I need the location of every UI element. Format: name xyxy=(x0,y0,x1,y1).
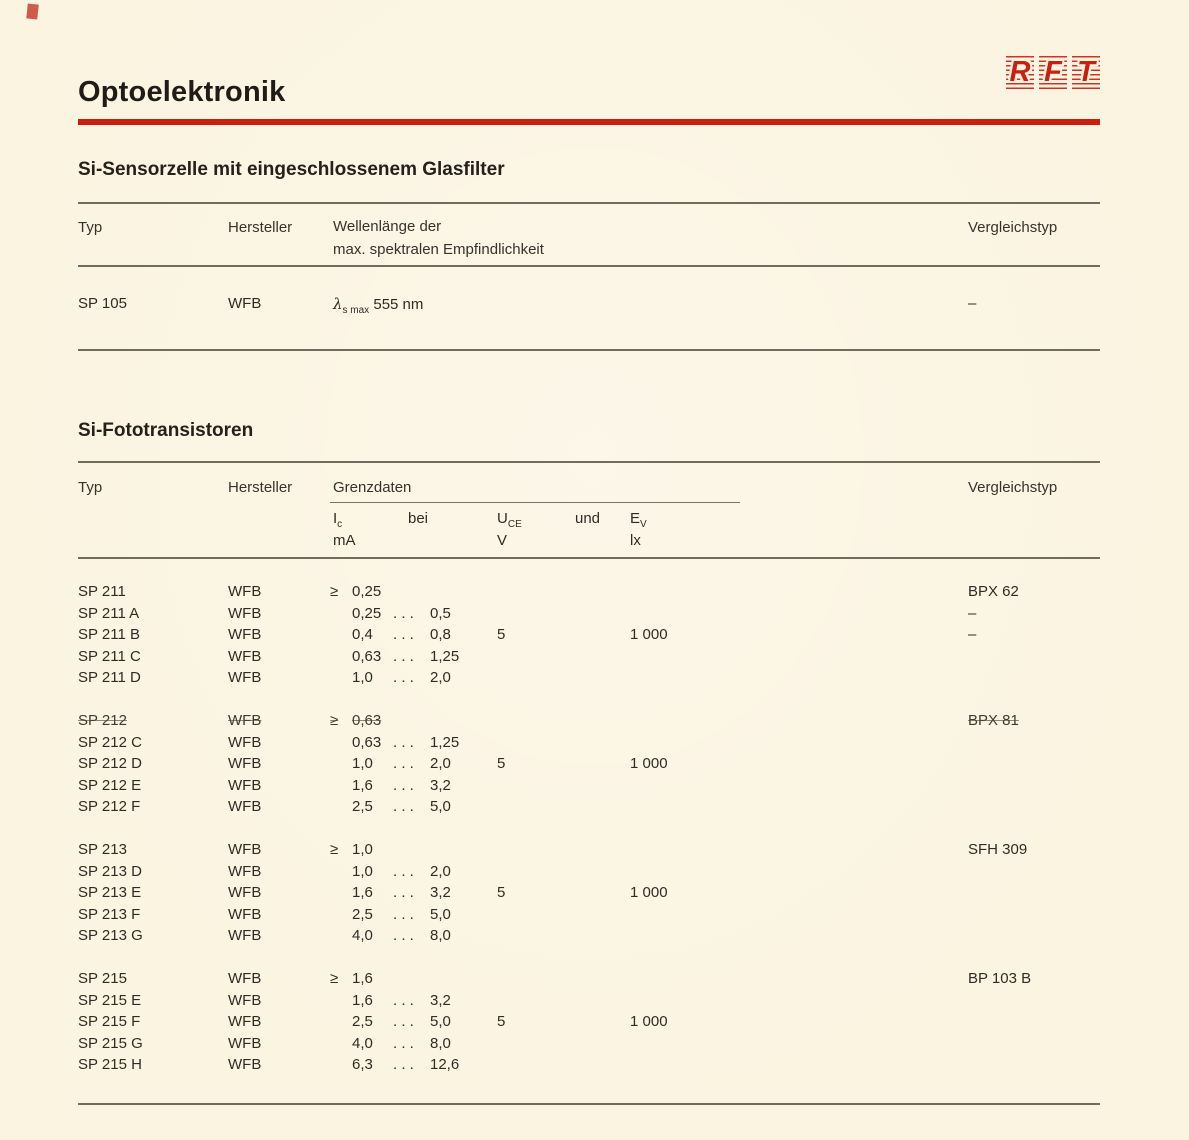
range-from: 2,5 xyxy=(352,905,373,923)
cell-grenzdaten xyxy=(330,1054,459,1076)
cell-grenzdaten xyxy=(330,1033,451,1055)
s1-cell-hersteller: WFB xyxy=(228,295,262,312)
range-from: 1,6 xyxy=(352,991,373,1009)
cell-hersteller: WFB xyxy=(228,755,262,772)
ge-symbol: ≥ xyxy=(330,583,339,600)
cell-typ: SP 211 D xyxy=(78,669,141,686)
cell-hersteller: WFB xyxy=(228,604,262,622)
table-row xyxy=(78,646,1100,668)
cell-grenzdaten xyxy=(330,925,451,947)
cell-hersteller: WFB xyxy=(228,905,262,923)
subcol-uce xyxy=(497,510,522,530)
range-to: 0,8 xyxy=(430,626,451,643)
subcol-unit-ma: mA xyxy=(333,532,356,549)
table-row xyxy=(78,882,1100,904)
cell-uce: 5 xyxy=(497,755,506,772)
subcol-ic xyxy=(333,510,342,530)
table-row xyxy=(78,861,1100,883)
table-row xyxy=(78,1033,1100,1055)
range-from: 0,63 xyxy=(352,712,382,729)
cell-hersteller: WFB xyxy=(228,1056,262,1073)
range-to: 3,2 xyxy=(430,991,451,1009)
range-to: 3,2 xyxy=(430,776,451,794)
cell-hersteller: WFB xyxy=(228,991,262,1009)
section2-heading: Si-Fototransistoren xyxy=(78,420,254,441)
section1-rule-bottom xyxy=(78,349,1100,351)
cell-typ: SP 213 E xyxy=(78,884,142,901)
ic-subscript: c xyxy=(337,519,343,530)
range-from: 1,0 xyxy=(352,862,373,880)
rft-logo xyxy=(1006,56,1100,90)
cell-typ: SP 212 D xyxy=(78,755,142,772)
section2-rule-top xyxy=(78,461,1100,463)
cell-grenzdaten xyxy=(330,710,430,732)
cell-grenzdaten xyxy=(330,904,451,926)
range-to: 2,0 xyxy=(430,862,451,880)
cell-vergleichstyp: BP 103 B xyxy=(968,970,1032,987)
lambda-subscript: s max xyxy=(342,305,370,316)
page-bottom-rule xyxy=(78,1103,1100,1105)
s2-col-typ: Typ xyxy=(78,479,103,496)
lambda-symbol: λ xyxy=(333,295,343,313)
ic-base: I xyxy=(333,510,338,527)
cell-typ: SP 211 xyxy=(78,583,126,600)
subcol-unit-lx: lx xyxy=(630,532,641,549)
fototransistoren-table-body xyxy=(78,581,1100,1076)
range-dots: . . . xyxy=(393,798,414,815)
cell-typ: SP 215 xyxy=(78,970,127,987)
cell-uce: 5 xyxy=(497,884,506,901)
cell-typ: SP 211 A xyxy=(78,604,140,622)
range-from: 4,0 xyxy=(352,1034,373,1052)
range-dots: . . . xyxy=(393,626,414,643)
s1-cell-typ: SP 105 xyxy=(78,295,127,312)
cell-ev: 1 000 xyxy=(630,626,668,643)
range-to: 8,0 xyxy=(430,1034,451,1052)
s1-col-wellenlaenge-2: max. spektralen Empfindlichkeit xyxy=(333,241,544,258)
table-row xyxy=(78,796,1100,818)
cell-grenzdaten xyxy=(330,796,451,818)
cell-grenzdaten xyxy=(330,667,451,689)
cell-grenzdaten xyxy=(330,753,451,775)
range-to: 3,2 xyxy=(430,884,451,901)
cell-hersteller: WFB xyxy=(228,841,262,858)
range-from: 0,25 xyxy=(352,604,382,622)
row-group xyxy=(78,968,1100,1076)
table-row xyxy=(78,775,1100,797)
row-group xyxy=(78,710,1100,818)
range-from: 0,25 xyxy=(352,583,382,600)
range-to: 2,0 xyxy=(430,755,451,772)
table-row xyxy=(78,667,1100,689)
s2-col-hersteller: Hersteller xyxy=(228,479,293,496)
logo-letter-t: T xyxy=(1072,56,1100,90)
range-to: 0,5 xyxy=(430,604,451,622)
range-dots: . . . xyxy=(393,755,414,772)
cell-uce: 5 xyxy=(497,626,506,643)
table-row xyxy=(78,603,1100,625)
table-row xyxy=(78,753,1100,775)
cell-hersteller: WFB xyxy=(228,669,262,686)
cell-typ: SP 212 F xyxy=(78,798,141,815)
table-row xyxy=(78,1054,1100,1076)
table-row xyxy=(78,1011,1100,1033)
s1-cell-wellenlaenge xyxy=(333,295,423,316)
cell-hersteller: WFB xyxy=(228,712,262,729)
s1-col-hersteller: Hersteller xyxy=(228,219,293,236)
ge-symbol: ≥ xyxy=(330,712,339,729)
cell-ev: 1 000 xyxy=(630,755,668,772)
subcol-ev xyxy=(630,510,647,530)
range-from: 2,5 xyxy=(352,1013,373,1030)
title-underline xyxy=(78,119,1100,125)
range-dots: . . . xyxy=(393,862,414,880)
cell-grenzdaten xyxy=(330,882,451,904)
s1-col-wellenlaenge-1: Wellenlänge der xyxy=(333,218,442,235)
cell-grenzdaten xyxy=(330,646,459,668)
table-row xyxy=(78,581,1100,603)
cell-ev: 1 000 xyxy=(630,884,668,901)
table-row xyxy=(78,968,1100,990)
cell-hersteller: WFB xyxy=(228,862,262,880)
table-row xyxy=(78,710,1100,732)
cell-typ: SP 211 B xyxy=(78,626,140,643)
cell-grenzdaten xyxy=(330,1011,451,1033)
section1-heading: Si-Sensorzelle mit eingeschlossenem Glasfilter xyxy=(78,159,505,180)
cell-grenzdaten xyxy=(330,581,430,603)
cell-grenzdaten xyxy=(330,732,459,754)
grenzdaten-underline xyxy=(330,502,740,503)
range-from: 1,6 xyxy=(352,884,373,901)
cell-hersteller: WFB xyxy=(228,927,262,944)
cell-typ: SP 215 F xyxy=(78,1013,141,1030)
range-from: 0,63 xyxy=(352,647,382,665)
range-dots: . . . xyxy=(393,669,414,686)
ge-symbol: ≥ xyxy=(330,970,339,987)
range-to: 5,0 xyxy=(430,1013,451,1030)
s2-col-grenzdaten: Grenzdaten xyxy=(333,479,412,496)
cell-vergleichstyp: – xyxy=(968,604,977,622)
cell-typ: SP 215 H xyxy=(78,1056,142,1073)
range-from: 1,6 xyxy=(352,970,373,987)
cell-typ: SP 212 xyxy=(78,712,127,729)
range-dots: . . . xyxy=(393,1056,414,1073)
subcol-bei: bei xyxy=(408,510,429,527)
cell-grenzdaten xyxy=(330,990,451,1012)
range-dots: . . . xyxy=(393,884,414,901)
subcol-unit-v: V xyxy=(497,532,508,549)
cell-typ: SP 212 C xyxy=(78,733,142,751)
ge-symbol: ≥ xyxy=(330,841,339,858)
range-from: 0,4 xyxy=(352,626,373,643)
cell-vergleichstyp: BPX 81 xyxy=(968,712,1019,729)
range-from: 1,6 xyxy=(352,776,373,794)
cell-hersteller: WFB xyxy=(228,970,262,987)
cell-grenzdaten xyxy=(330,603,451,625)
cell-typ: SP 213 xyxy=(78,841,127,858)
scan-artifact-mark xyxy=(26,3,39,19)
cell-grenzdaten xyxy=(330,624,451,646)
range-dots: . . . xyxy=(393,776,414,794)
row-group xyxy=(78,839,1100,947)
range-to: 2,0 xyxy=(430,669,451,686)
cell-hersteller: WFB xyxy=(228,626,262,643)
cell-grenzdaten xyxy=(330,968,430,990)
table-row xyxy=(78,624,1100,646)
s1-col-vergleichstyp: Vergleichstyp xyxy=(968,219,1058,236)
cell-hersteller: WFB xyxy=(228,1034,262,1052)
subcol-und: und xyxy=(575,510,601,527)
wavelength-value: 555 nm xyxy=(369,296,424,313)
range-dots: . . . xyxy=(393,991,414,1009)
cell-ev: 1 000 xyxy=(630,1013,668,1030)
table-row xyxy=(78,925,1100,947)
table-row xyxy=(78,839,1100,861)
range-to: 8,0 xyxy=(430,927,451,944)
cell-typ: SP 213 D xyxy=(78,862,142,880)
cell-hersteller: WFB xyxy=(228,884,262,901)
s2-col-vergleichstyp: Vergleichstyp xyxy=(968,479,1058,496)
table-row xyxy=(78,732,1100,754)
page-title: Optoelektronik xyxy=(78,76,286,108)
cell-typ: SP 213 G xyxy=(78,927,143,944)
range-from: 4,0 xyxy=(352,927,373,944)
range-dots: . . . xyxy=(393,1034,414,1052)
range-from: 1,0 xyxy=(352,841,373,858)
s1-cell-vergleichstyp: – xyxy=(968,295,977,312)
cell-hersteller: WFB xyxy=(228,798,262,815)
cell-grenzdaten xyxy=(330,839,430,861)
range-to: 5,0 xyxy=(430,905,451,923)
range-dots: . . . xyxy=(393,905,414,923)
cell-grenzdaten xyxy=(330,775,451,797)
range-to: 1,25 xyxy=(430,647,460,665)
range-dots: . . . xyxy=(393,733,414,751)
cell-typ: SP 212 E xyxy=(78,776,142,794)
range-dots: . . . xyxy=(393,1013,414,1030)
range-from: 1,0 xyxy=(352,755,373,772)
uce-base: U xyxy=(497,510,508,527)
range-to: 1,25 xyxy=(430,733,460,751)
cell-vergleichstyp: – xyxy=(968,626,977,643)
range-dots: . . . xyxy=(393,927,414,944)
section2-rule-header xyxy=(78,557,1100,559)
cell-grenzdaten xyxy=(330,861,451,883)
s1-col-typ: Typ xyxy=(78,219,103,236)
cell-hersteller: WFB xyxy=(228,733,262,751)
range-to: 12,6 xyxy=(430,1056,460,1073)
table-row xyxy=(78,904,1100,926)
section1-rule-top xyxy=(78,202,1100,204)
table-row xyxy=(78,990,1100,1012)
range-from: 6,3 xyxy=(352,1056,373,1073)
cell-typ: SP 215 G xyxy=(78,1034,143,1052)
range-dots: . . . xyxy=(393,647,414,665)
row-group xyxy=(78,581,1100,689)
cell-hersteller: WFB xyxy=(228,776,262,794)
range-to: 5,0 xyxy=(430,798,451,815)
logo-letter-f: F xyxy=(1039,56,1067,90)
cell-typ: SP 215 E xyxy=(78,991,142,1009)
range-from: 2,5 xyxy=(352,798,373,815)
range-dots: . . . xyxy=(393,604,414,622)
cell-vergleichstyp: BPX 62 xyxy=(968,583,1019,600)
cell-uce: 5 xyxy=(497,1013,506,1030)
cell-typ: SP 213 F xyxy=(78,905,141,923)
uce-subscript: CE xyxy=(507,519,522,530)
cell-hersteller: WFB xyxy=(228,647,262,665)
cell-hersteller: WFB xyxy=(228,1013,262,1030)
cell-vergleichstyp: SFH 309 xyxy=(968,841,1028,858)
range-from: 0,63 xyxy=(352,733,382,751)
ev-subscript: V xyxy=(640,519,647,530)
ev-base: E xyxy=(630,510,641,527)
section1-rule-header xyxy=(78,265,1100,267)
cell-hersteller: WFB xyxy=(228,583,262,600)
cell-typ: SP 211 C xyxy=(78,647,141,665)
range-from: 1,0 xyxy=(352,669,373,686)
logo-letter-r: R xyxy=(1006,56,1034,90)
